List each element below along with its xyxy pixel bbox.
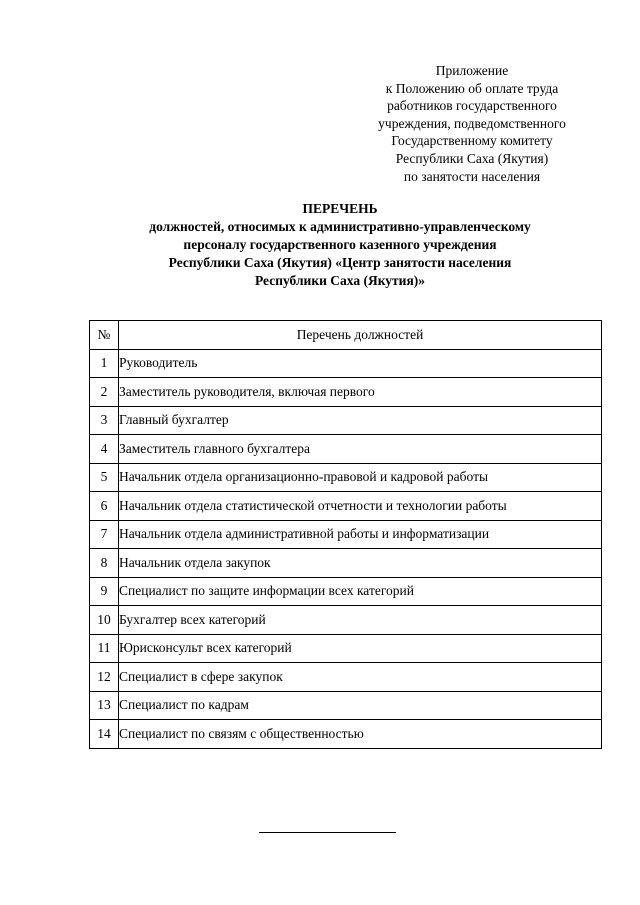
row-number: 13: [90, 691, 119, 720]
position-name: Начальник отдела статистической отчетности и технологии работы: [119, 492, 602, 521]
table-row: [90, 634, 602, 663]
row-number: 12: [90, 663, 119, 692]
position-name: Руководитель: [119, 349, 602, 378]
document-title: [90, 200, 590, 290]
appendix-note: [358, 62, 586, 185]
row-number: 4: [90, 435, 119, 464]
table-row: [90, 549, 602, 578]
appendix-line: Государственному комитету: [391, 133, 553, 149]
appendix-line: учреждения, подведомственного: [378, 115, 566, 131]
row-number: 9: [90, 577, 119, 606]
table-row: [90, 691, 602, 720]
column-header-number: №: [90, 321, 119, 350]
row-number: 3: [90, 406, 119, 435]
positions-table: [89, 320, 602, 749]
table-header-row: [90, 321, 602, 350]
row-number: 7: [90, 520, 119, 549]
table-row: [90, 349, 602, 378]
row-number: 11: [90, 634, 119, 663]
position-name: Специалист в сфере закупок: [119, 663, 602, 692]
appendix-line: Приложение: [435, 63, 509, 78]
title-line: персоналу государственного казенного учреждения: [183, 237, 497, 252]
table-row: [90, 520, 602, 549]
table-row: [90, 435, 602, 464]
row-number: 10: [90, 606, 119, 635]
position-name: Начальник отдела закупок: [119, 549, 602, 578]
position-name: Начальник отдела административной работы и информатизации: [119, 520, 602, 549]
table-row: [90, 378, 602, 407]
position-name: Бухгалтер всех категорий: [119, 606, 602, 635]
appendix-line: Республики Саха (Якутия): [395, 150, 549, 166]
row-number: 1: [90, 349, 119, 378]
table-row: [90, 663, 602, 692]
title-heading: ПЕРЕЧЕНЬ: [302, 201, 378, 216]
position-name: Специалист по связям с общественностью: [119, 720, 602, 749]
row-number: 5: [90, 463, 119, 492]
title-line: должностей, относимых к административно-управленческому: [149, 219, 531, 234]
position-name: Заместитель главного бухгалтера: [119, 435, 602, 464]
position-name: Главный бухгалтер: [119, 406, 602, 435]
row-number: 14: [90, 720, 119, 749]
position-name: Специалист по кадрам: [119, 691, 602, 720]
row-number: 8: [90, 549, 119, 578]
title-line: Республики Саха (Якутия) «Центр занятости населения: [168, 255, 512, 270]
position-name: Заместитель руководителя, включая первого: [119, 378, 602, 407]
row-number: 2: [90, 378, 119, 407]
table-row: [90, 720, 602, 749]
table-row: [90, 406, 602, 435]
position-name: Юрисконсульт всех категорий: [119, 634, 602, 663]
table-row: [90, 463, 602, 492]
footnote-divider: [259, 832, 396, 833]
position-name: Специалист по защите информации всех категорий: [119, 577, 602, 606]
table-body: [90, 349, 602, 748]
title-line: Республики Саха (Якутия)»: [254, 273, 425, 288]
table-row: [90, 606, 602, 635]
position-name: Начальник отдела организационно-правовой и кадровой работы: [119, 463, 602, 492]
column-header-positions: Перечень должностей: [119, 321, 602, 350]
appendix-line: по занятости населения: [403, 168, 541, 184]
table-row: [90, 492, 602, 521]
appendix-line: к Положению об оплате труда: [385, 80, 559, 96]
appendix-line: работников государственного: [387, 98, 557, 114]
row-number: 6: [90, 492, 119, 521]
table-row: [90, 577, 602, 606]
